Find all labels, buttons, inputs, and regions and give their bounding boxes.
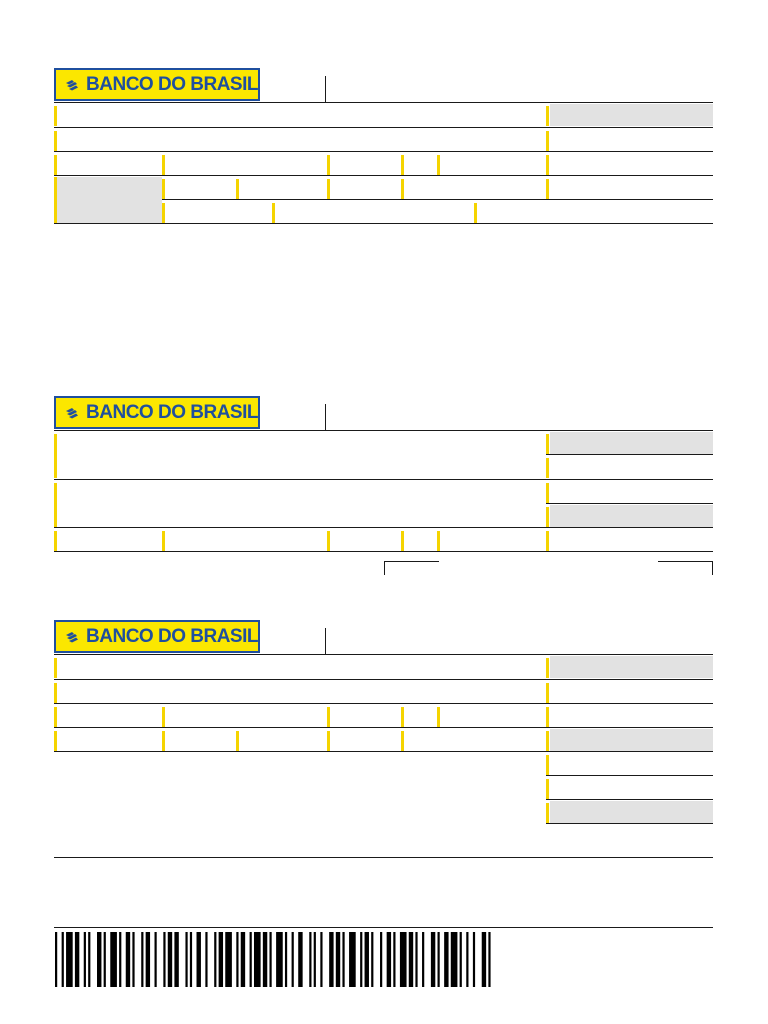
bank-logo xyxy=(54,396,260,429)
discount-field xyxy=(546,531,549,551)
barcode-bar xyxy=(371,932,373,987)
row-rule xyxy=(546,799,713,800)
processing-date-field xyxy=(437,707,440,727)
barcode-bar xyxy=(473,932,475,987)
barcode-bar xyxy=(276,932,283,987)
barcode-bar xyxy=(241,932,245,987)
barcode-bar xyxy=(329,932,333,987)
our-number-field xyxy=(546,707,549,727)
document-type-field xyxy=(327,707,330,727)
barcode-bar xyxy=(409,932,413,987)
barcode-bar xyxy=(62,932,64,987)
processing-date-field xyxy=(437,155,440,175)
document-number-field xyxy=(162,531,165,551)
document-value-marker xyxy=(546,507,549,527)
banco-do-brasil-logo-icon xyxy=(65,625,80,649)
acceptance-field xyxy=(401,531,404,551)
row-rule xyxy=(54,727,713,728)
row-rule xyxy=(54,151,713,152)
document-value-marker xyxy=(546,731,549,751)
amount-charged-field xyxy=(550,801,713,823)
barcode-bar xyxy=(84,932,86,987)
barcode-bar xyxy=(168,932,172,987)
barcode-bar xyxy=(205,932,207,987)
our-number-field xyxy=(546,155,549,175)
agency-code-field xyxy=(546,683,549,703)
payer-rule xyxy=(54,857,713,858)
quantity-field xyxy=(327,179,330,199)
barcode-bar xyxy=(387,932,391,987)
bank-use-field xyxy=(54,177,57,223)
authentication-bracket-left-edge xyxy=(384,561,385,575)
payer-document-field xyxy=(272,203,275,223)
document-value-field xyxy=(546,179,549,199)
due-date-field xyxy=(550,104,713,126)
barcode-bar xyxy=(360,932,362,987)
document-number-field xyxy=(162,155,165,175)
bank-logo xyxy=(54,620,260,653)
barcode-bar xyxy=(75,932,79,987)
our-number-field xyxy=(546,483,549,503)
payment-location-field xyxy=(54,106,57,126)
additions-field xyxy=(546,779,549,799)
quantity-field xyxy=(327,731,330,751)
bank-name: BANCO DO BRASIL xyxy=(86,401,258,423)
acceptance-field xyxy=(401,155,404,175)
barcode-rule xyxy=(54,927,713,928)
barcode-bar xyxy=(263,932,267,987)
barcode-bar xyxy=(336,932,340,987)
payer-address-field xyxy=(474,203,477,223)
row-rule xyxy=(54,527,713,528)
barcode-bar xyxy=(104,932,106,987)
payer-field xyxy=(162,203,165,223)
value-field xyxy=(401,731,404,751)
document-value-field xyxy=(550,729,713,751)
processing-date-field xyxy=(437,531,440,551)
barcode-bar xyxy=(451,932,458,987)
barcode-bar xyxy=(285,932,287,987)
barcode-bar xyxy=(190,932,192,987)
row-rule xyxy=(546,823,713,824)
beneficiary-field xyxy=(54,131,57,151)
barcode-bar xyxy=(225,932,232,987)
barcode-bar xyxy=(422,932,424,987)
due-date-field xyxy=(550,656,713,678)
bank-name: BANCO DO BRASIL xyxy=(86,625,258,647)
currency-field xyxy=(236,731,239,751)
document-type-field xyxy=(327,531,330,551)
barcode-bar xyxy=(119,932,121,987)
discount-field xyxy=(546,755,549,775)
barcode-bar xyxy=(236,932,238,987)
document-date-field xyxy=(54,707,57,727)
authentication-bracket-right-edge xyxy=(712,561,713,575)
due-date-field xyxy=(550,432,713,454)
barcode-bar xyxy=(365,932,369,987)
barcode-bar xyxy=(185,932,187,987)
barcode-bar xyxy=(214,932,216,987)
payment-location-field xyxy=(54,658,57,678)
bank-name: BANCO DO BRASIL xyxy=(86,73,258,95)
due-date-marker xyxy=(546,106,549,126)
due-date-marker xyxy=(546,658,549,678)
wallet-field xyxy=(162,731,165,751)
barcode-bar xyxy=(380,932,382,987)
barcode-bar xyxy=(400,932,407,987)
payment-location-field xyxy=(54,434,57,478)
currency-field xyxy=(236,179,239,199)
document-date-field xyxy=(54,531,57,551)
barcode-bar xyxy=(269,932,271,987)
authentication-bracket-right xyxy=(658,561,713,562)
row-rule xyxy=(546,775,713,776)
value-field xyxy=(401,179,404,199)
row-rule xyxy=(54,679,713,680)
row-rule xyxy=(54,751,713,752)
barcode-bar xyxy=(488,932,490,987)
barcode-bar xyxy=(97,932,101,987)
header-rule xyxy=(54,654,713,655)
barcode-bar xyxy=(197,932,201,987)
barcode-bar xyxy=(320,932,322,987)
document-date-field xyxy=(54,155,57,175)
barcode-bar xyxy=(55,932,57,987)
barcode-bar xyxy=(174,932,178,987)
document-value-field xyxy=(550,505,713,527)
agency-code-field xyxy=(546,458,549,478)
banco-do-brasil-logo-icon xyxy=(65,73,80,97)
barcode-bar xyxy=(141,932,143,987)
beneficiary-field xyxy=(54,483,57,527)
authentication-bracket-left xyxy=(384,561,439,562)
row-rule xyxy=(546,503,713,504)
barcode-bar xyxy=(482,932,486,987)
bank-use-field xyxy=(54,731,57,751)
barcode-bar xyxy=(314,932,316,987)
barcode-bar xyxy=(460,932,462,987)
document-number-field xyxy=(162,707,165,727)
barcode-bar xyxy=(110,932,117,987)
barcode-bar xyxy=(309,932,311,987)
barcode-bar xyxy=(438,932,440,987)
barcode-bar xyxy=(254,932,261,987)
barcode-bar xyxy=(466,932,468,987)
header-rule xyxy=(54,430,713,431)
shaded-field xyxy=(57,177,162,223)
banco-do-brasil-logo-icon xyxy=(65,401,80,425)
barcode-bar xyxy=(292,932,294,987)
barcode-bar xyxy=(342,932,344,987)
row-rule xyxy=(54,479,713,480)
bank-code-divider xyxy=(325,628,326,655)
document-type-field xyxy=(327,155,330,175)
barcode-bar xyxy=(444,932,448,987)
bank-code-divider xyxy=(325,76,326,103)
row-rule xyxy=(54,175,713,176)
barcode-bar xyxy=(415,932,417,987)
section-bottom-rule xyxy=(54,223,713,224)
due-date-marker xyxy=(546,434,549,454)
row-rule xyxy=(162,199,713,200)
barcode-bar xyxy=(431,932,435,987)
row-rule xyxy=(54,703,713,704)
barcode-bar xyxy=(132,932,134,987)
barcode-bar xyxy=(66,932,73,987)
section-bottom-rule xyxy=(54,551,713,552)
beneficiary-field xyxy=(54,683,57,703)
agency-code-field xyxy=(546,131,549,151)
barcode-bar xyxy=(163,932,165,987)
barcode-bar xyxy=(393,932,395,987)
barcode-bar xyxy=(219,932,223,987)
barcode xyxy=(55,932,495,987)
acceptance-field xyxy=(401,707,404,727)
barcode-bar xyxy=(250,932,252,987)
bank-code-divider xyxy=(325,404,326,431)
row-rule xyxy=(546,454,713,455)
barcode-bar xyxy=(146,932,150,987)
row-rule xyxy=(54,127,713,128)
barcode-bar xyxy=(349,932,356,987)
barcode-bar xyxy=(155,932,157,987)
barcode-bar xyxy=(88,932,90,987)
barcode-bar xyxy=(298,932,302,987)
bank-logo xyxy=(54,68,260,101)
barcode-bar xyxy=(126,932,130,987)
header-rule xyxy=(54,102,713,103)
wallet-field xyxy=(162,179,165,199)
amount-charged-marker xyxy=(546,803,549,823)
